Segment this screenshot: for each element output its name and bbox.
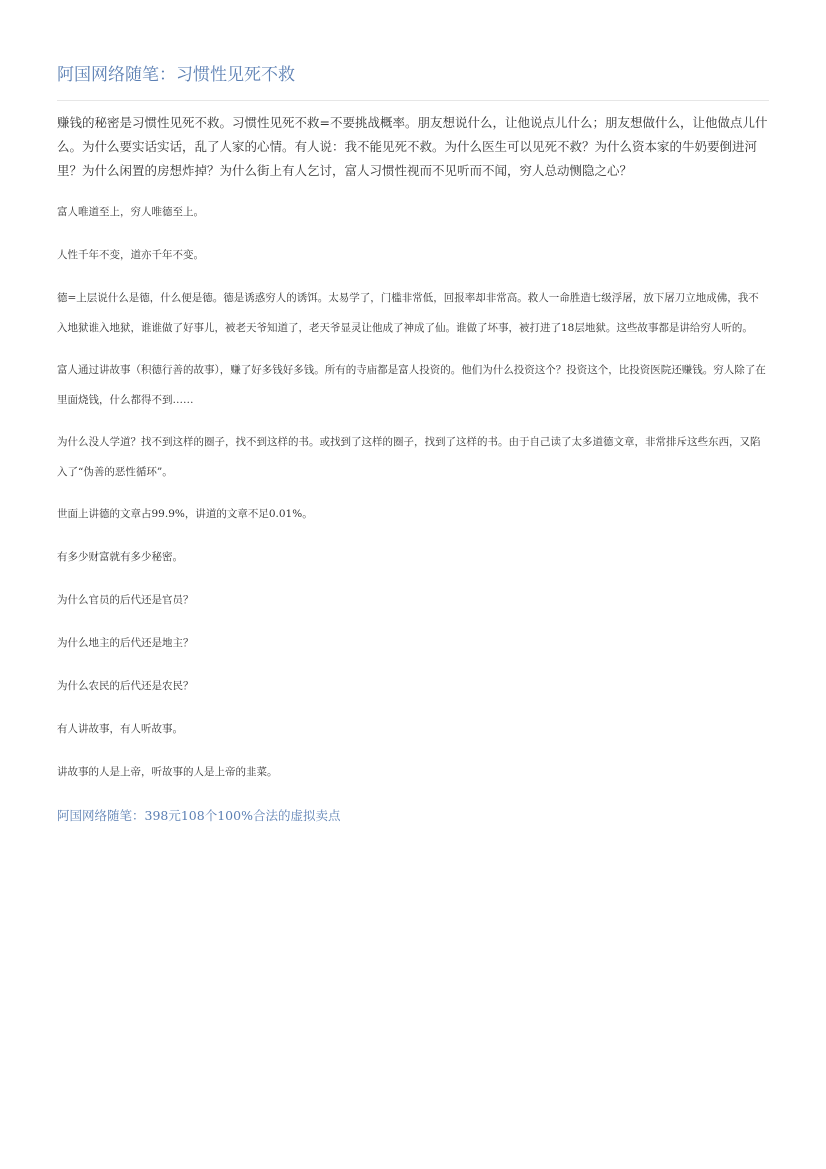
paragraph: 德=上层说什么是德，什么便是德。德是诱惑穷人的诱饵。太易学了，门槛非常低，回报率却非常高。救人一命胜造七级浮屠，放下屠刀立地成佛，我不入地狱谁入地狱，谁谁做了好事儿，被老天爷知道了，老天爷显灵让他成了神成了仙。谁做了坏事，被打进了18层地狱。这些故事都是讲给穷人听的。: [57, 292, 759, 334]
paragraph: 世面上讲德的文章占99.9%，讲道的文章不足0.01%。: [57, 508, 313, 520]
paragraph: 有人讲故事，有人听故事。: [57, 723, 183, 735]
paragraph: 为什么农民的后代还是农民？: [57, 680, 194, 692]
article-title: 阿国网络随笔：习惯性见死不救: [57, 62, 769, 101]
paragraph: 讲故事的人是上帝，听故事的人是上帝的韭菜。: [57, 766, 278, 778]
paragraph: 为什么没人学道？找不到这样的圈子，找不到这样的书。或找到了这样的圈子，找到了这样的书。由于自己读了太多道德文章，非常排斥这些东西，又陷入了“伪善的恶性循环”。: [57, 436, 761, 478]
paragraph: 富人唯道至上，穷人唯德至上。: [57, 206, 204, 218]
article-intro: 赚钱的秘密是习惯性见死不救。习惯性见死不救=不要挑战概率。朋友想说什么，让他说点儿什么；朋友想做什么，让他做点儿什么。为什么要实话实话，乱了人家的心情。有人说：我不能见死不救。为什么医生可以见死不救？为什么资本家的牛奶要倒进河里？为什么闲置的房想炸掉？为什么街上有人乞讨，富人习惯性视而不见听而不闻，穷人总动恻隐之心？: [57, 115, 768, 178]
paragraph: 富人通过讲故事（积德行善的故事），赚了好多钱好多钱。所有的寺庙都是富人投资的。他们为什么投资这个？投资这个，比投资医院还赚钱。穷人除了在里面烧钱，什么都得不到……: [57, 364, 766, 406]
article-page: [57, 62, 769, 828]
related-article-link[interactable]: 阿国网络随笔：398元108个100%合法的虚拟卖点: [57, 808, 341, 823]
paragraph: 人性千年不变，道亦千年不变。: [57, 249, 204, 261]
paragraph: 为什么地主的后代还是地主？: [57, 637, 194, 649]
paragraph: 为什么官员的后代还是官员？: [57, 594, 194, 606]
paragraph: 有多少财富就有多少秘密。: [57, 551, 183, 563]
